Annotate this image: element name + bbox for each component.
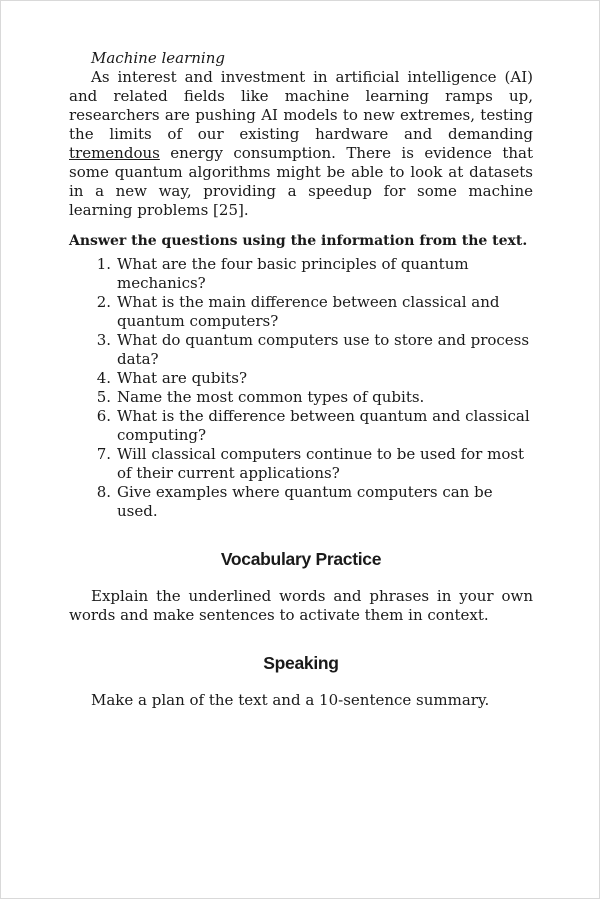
question-text: What is the main difference between classical and quantum computers? <box>117 293 500 330</box>
question-item <box>69 388 533 407</box>
question-text: What do quantum computers use to store and process data? <box>117 331 530 368</box>
vocabulary-text: Explain the underlined words and phrases in your own words and make sentences to activate them in context. <box>69 587 533 624</box>
question-number: 3. <box>96 331 111 349</box>
question-item <box>69 407 533 445</box>
question-number: 8. <box>96 483 111 501</box>
question-text: What is the difference between quantum and classical computing? <box>117 407 530 444</box>
question-item <box>69 293 533 331</box>
question-text: What are qubits? <box>117 369 248 387</box>
question-number: 1. <box>96 255 111 273</box>
page-content <box>69 49 533 710</box>
question-number: 5. <box>96 388 111 406</box>
question-item <box>69 369 533 388</box>
speaking-heading: Speaking <box>263 653 339 673</box>
question-text: Name the most common types of qubits. <box>117 388 425 406</box>
vocabulary-heading: Vocabulary Practice <box>220 549 382 569</box>
section-paragraph <box>69 68 533 220</box>
section-title: Machine learning <box>91 49 225 67</box>
question-item <box>69 483 533 521</box>
question-number: 6. <box>96 407 111 425</box>
speaking-text: Make a plan of the text and a 10-sentence summary. <box>91 691 490 709</box>
paragraph-text-end: energy consumption. There is evidence that some quantum algorithms might be able to look at datasets in a new way, providing a speedup for some machine learning problems [25]. <box>69 144 533 219</box>
question-text: Give examples where quantum computers can be used. <box>117 483 493 520</box>
questions-heading: Answer the questions using the information from the text. <box>69 233 528 249</box>
question-item <box>69 255 533 293</box>
question-number: 7. <box>96 445 111 463</box>
underlined-word: tremendous <box>69 144 160 162</box>
questions-list <box>69 255 533 521</box>
paragraph-text-start: As interest and investment in artificial intelligence (AI) and related fields like machine learning ramps up, researchers are pushing AI models to new extremes, testing the limits of our existing hardware and demanding <box>69 68 533 143</box>
question-number: 2. <box>96 293 111 311</box>
question-item <box>69 331 533 369</box>
question-number: 4. <box>96 369 111 387</box>
question-item <box>69 445 533 483</box>
question-text: Will classical computers continue to be used for most of their current applications? <box>117 445 525 482</box>
question-text: What are the four basic principles of quantum mechanics? <box>117 255 469 292</box>
